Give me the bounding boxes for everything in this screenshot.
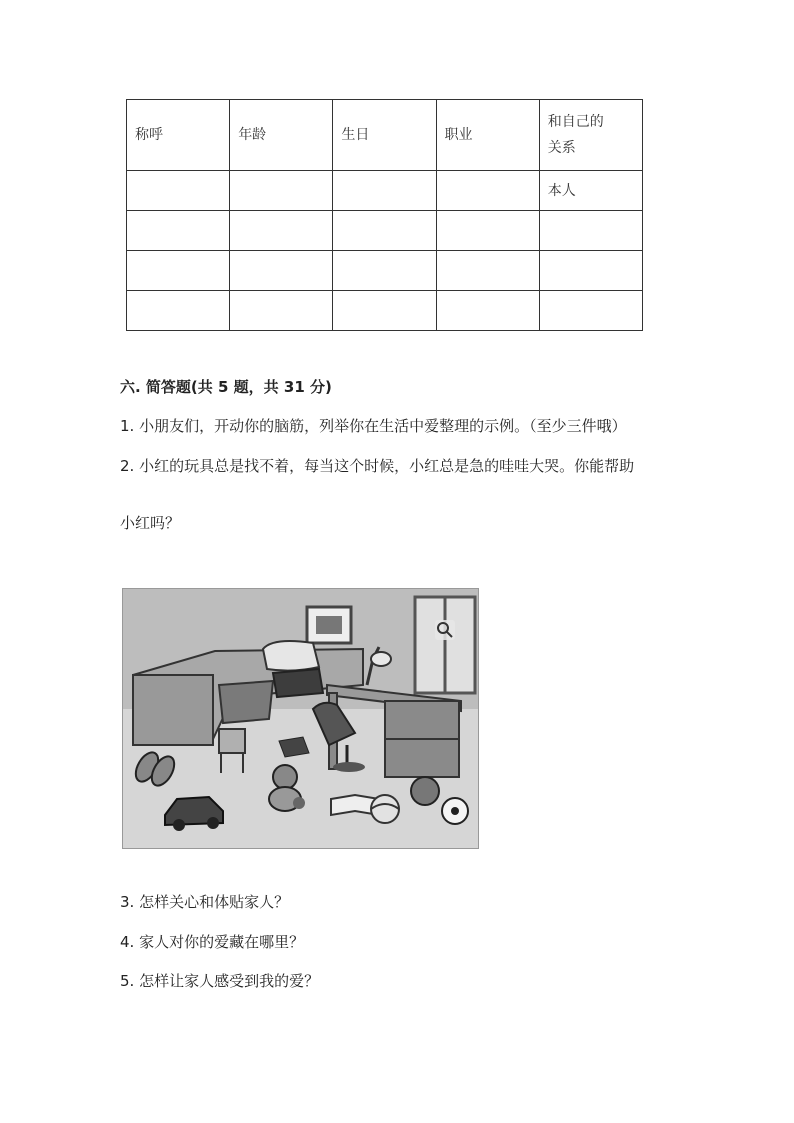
jacket xyxy=(273,669,323,697)
table-cell[interactable] xyxy=(539,211,642,251)
table-cell[interactable] xyxy=(127,211,230,251)
question-2-line-2: 小红吗？ xyxy=(120,514,181,532)
table-cell[interactable] xyxy=(127,251,230,291)
table-cell-self: 本人 xyxy=(539,171,642,211)
question-3: 3. 怎样关心和体贴家人？ xyxy=(120,893,290,911)
table-cell[interactable] xyxy=(539,291,642,331)
table-cell[interactable] xyxy=(230,251,333,291)
section-title: 六. 简答题(共 5 题，共 31 分) xyxy=(120,378,332,396)
table-cell[interactable] xyxy=(436,251,539,291)
header-cell-relation: 和自己的关系 xyxy=(539,100,642,171)
table-header-row xyxy=(127,100,643,171)
beach-ball xyxy=(371,795,399,823)
question-2-line-1: 2. 小红的玩具总是找不着，每当这个时候，小红总是急的哇哇大哭。你能帮助 xyxy=(120,457,635,475)
table-cell[interactable] xyxy=(333,251,436,291)
header-cell-birthday: 生日 xyxy=(333,100,436,171)
table-row xyxy=(127,291,643,331)
header-cell-title: 称呼 xyxy=(127,100,230,171)
table-cell[interactable] xyxy=(333,211,436,251)
basketball xyxy=(411,777,439,805)
table-cell[interactable] xyxy=(436,171,539,211)
small-chair xyxy=(219,729,245,753)
messy-room-illustration xyxy=(122,588,479,849)
table-cell[interactable] xyxy=(230,171,333,211)
teddy-bear xyxy=(273,765,297,789)
question-1: 1. 小朋友们，开动你的脑筋，列举你在生活中爱整理的示例。（至少三件哦） xyxy=(120,417,627,435)
table-cell[interactable] xyxy=(333,171,436,211)
header-cell-age: 年龄 xyxy=(230,100,333,171)
family-info-table xyxy=(126,99,643,331)
zoom-icon[interactable] xyxy=(435,620,455,640)
table-row xyxy=(127,171,643,211)
bed-headboard xyxy=(133,675,213,745)
table-cell[interactable] xyxy=(230,211,333,251)
floor-book xyxy=(279,737,309,757)
table-cell[interactable] xyxy=(436,291,539,331)
header-cell-job: 职业 xyxy=(436,100,539,171)
table-cell[interactable] xyxy=(127,171,230,211)
question-5: 5. 怎样让家人感受到我的爱？ xyxy=(120,972,320,990)
table-row xyxy=(127,251,643,291)
table-cell[interactable] xyxy=(230,291,333,331)
table-cell[interactable] xyxy=(539,251,642,291)
pillow xyxy=(263,641,319,671)
clothes-pile xyxy=(219,681,273,723)
table-row xyxy=(127,211,643,251)
table-cell[interactable] xyxy=(436,211,539,251)
table-cell[interactable] xyxy=(333,291,436,331)
messy-room-drawing xyxy=(123,589,478,848)
question-4: 4. 家人对你的爱藏在哪里？ xyxy=(120,933,305,951)
table-cell[interactable] xyxy=(127,291,230,331)
